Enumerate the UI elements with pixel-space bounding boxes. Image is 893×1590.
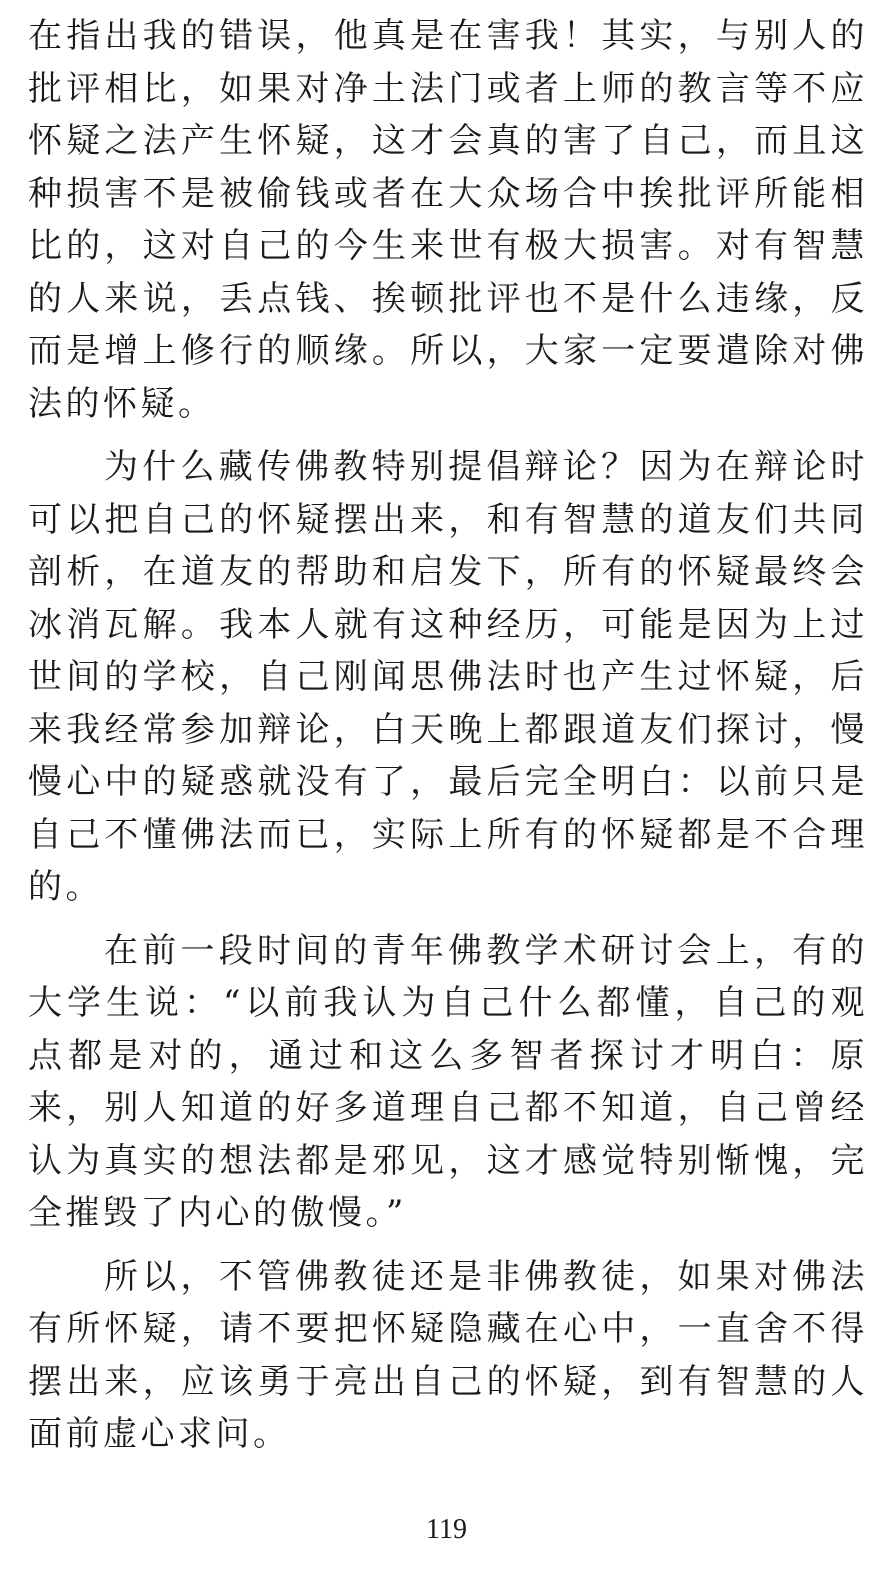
paragraph-debate: 为什么藏传佛教特别提倡辩论？因为在辩论时可以把自己的怀疑摆出来，和有智慧的道友们共同剖析，在道友的帮助和启发下，所有的怀疑最终会冰消瓦解。我本人就有这种经历，可能是因为上过世间的学校，自己刚闻思佛法时也产生过怀疑，后来我经常参加辩论，白天晚上都跟道友们探讨，慢慢心中的疑惑就没有了，最后完全明白：以前只是自己不懂佛法而已，实际上所有的怀疑都是不合理的。 (28, 447, 868, 907)
book-page-body (28, 10, 868, 1472)
paragraph-continued: 在指出我的错误，他真是在害我！其实，与别人的批评相比，如果对净土法门或者上师的教言等不应怀疑之法产生怀疑，这才会真的害了自己，而且这种损害不是被偷钱或者在大众场合中挨批评所能相比的，这对自己的今生来世有极大损害。对有智慧的人来说，丢点钱、挨顿批评也不是什么违缘，反而是增上修行的顺缘。所以，大家一定要遣除对佛法的怀疑。 (28, 16, 868, 424)
paragraph-symposium: 在前一段时间的青年佛教学术研讨会上，有的大学生说：“以前我认为自己什么都懂，自己的观点都是对的，通过和这么多智者探讨才明白：原来，别人知道的好多道理自己都不知道，自己曾经认为真实的想法都是邪见，这才感觉特别惭愧，完全摧毁了内心的傲慢。” (28, 930, 868, 1233)
page-number: 119 (426, 1514, 467, 1545)
paragraph-conclusion: 所以，不管佛教徒还是非佛教徒，如果对佛法有所怀疑，请不要把怀疑隐藏在心中，一直舍不得摆出来，应该勇于亮出自己的怀疑，到有智慧的人面前虚心求问。 (28, 1256, 868, 1454)
